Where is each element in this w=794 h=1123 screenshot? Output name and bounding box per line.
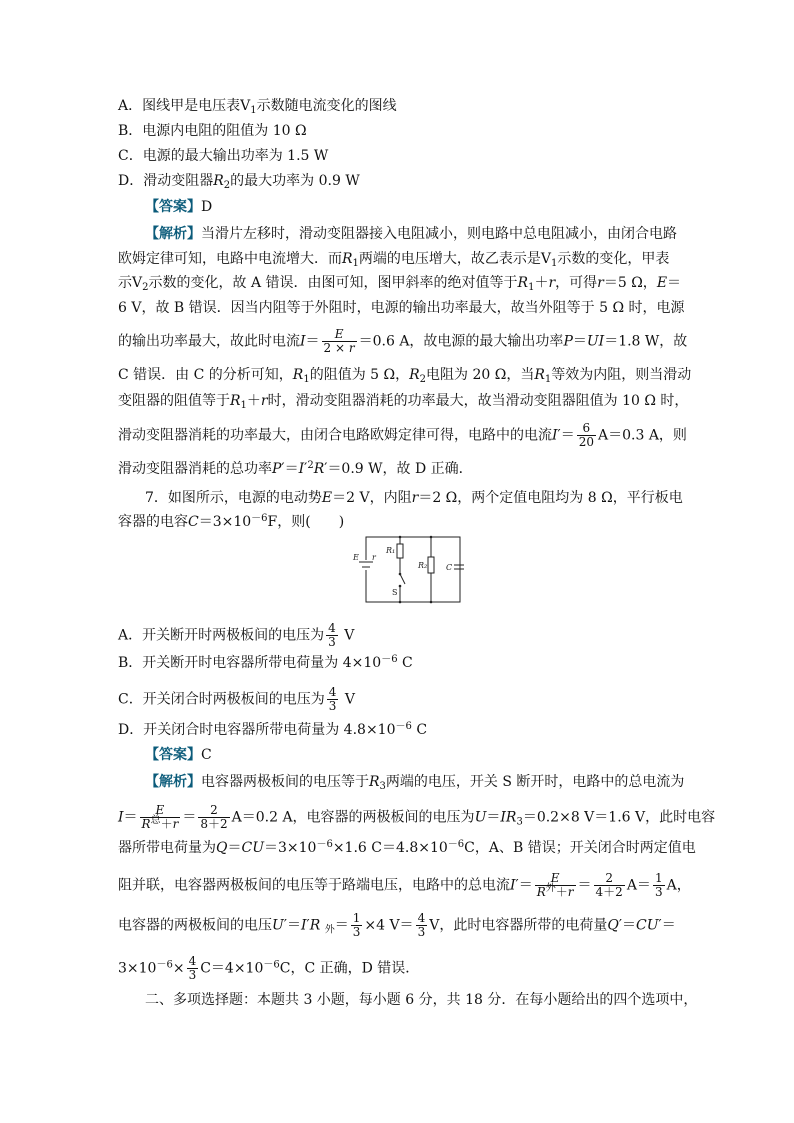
q6-option-a: A．图线甲是电压表$V_1$示数随电流变化的图线 <box>118 98 397 116</box>
circuit-label-r: r <box>372 553 376 562</box>
q6-option-c: C．电源的最大输出功率为 1.5 W <box>118 148 329 164</box>
circuit-label-r2: R₂ <box>418 561 428 570</box>
q6-analysis-line-6: C 错误．由 C 的分析可知，$R_1$的阻值为 5 Ω，$R_2$电阻为 20 Ω，当$R_1$等效为内阻，则当滑动 <box>118 367 692 385</box>
q6-analysis-line-2: 欧姆定律可知，电路中电流增大．而$R_1$两端的电压增大，故乙表示是$V_1$示数的变化，甲表 <box>118 251 670 269</box>
q7-analysis-line-2: I＝ $\frac{E}{R^总+r}$ ＝ $\frac{2}{8+2}$ A＝0.2 A，电容器的两极板间的电压为$U=IR_3=0.2\times 8$ V＝1.6 V，此时电容 <box>118 803 716 831</box>
circuit-label-e: E <box>353 553 359 562</box>
q7-answer: 【答案】C <box>145 747 212 763</box>
q7-stem-line-1: 7．如图所示，电源的电动势E＝2 V，内阻r＝2 Ω，两个定值电阻均为 8 Ω，平行板电 <box>145 490 683 506</box>
q7-stem-line-2: 容器的电容$C=3\times 10^{-6}F$，则( ) <box>118 513 345 530</box>
q6-analysis-line-7: 变阻器的阻值等于$R_1+r$时，滑动变阻器消耗的功率最大，故当滑动变阻器阻值为 10 Ω 时， <box>118 393 689 411</box>
circuit-label-r1: R₁ <box>386 546 396 555</box>
circuit-label-s: S <box>392 588 398 597</box>
q7-analysis-line-5: 电容器的两极板间的电压U′＝I′R $_外$＝ $\frac{1}{3}$ ×4 V＝ $\frac{4}{3}$ V，此时电容器所带的电荷量Q′＝CU′＝ <box>118 911 676 939</box>
q6-option-d: D．滑动变阻器$R_2$的最大功率为 0.9 W <box>118 173 360 191</box>
q7-analysis-line-3: 器所带电荷量为$Q=CU=3\times 10^{-6}\times 1.6$ $C=4.8\times 10^{-6}C$，A、B 错误；开关闭合时两定值电 <box>118 839 696 856</box>
q6-analysis-line-9: 滑动变阻器消耗的总功率$P'=I'^2R'=0.9$ W，故 D 正确． <box>118 460 473 477</box>
section-2-heading: 二、多项选择题：本题共 3 小题，每小题 6 分，共 18 分．在每小题给出的四个选项中， <box>145 992 698 1008</box>
switch-contact-icon <box>399 573 402 576</box>
q6-analysis-line-8: 滑动变阻器消耗的功率最大，由闭合电路欧姆定律可得，电路中的电流I′＝ $\frac{6}{20}$ A＝0.3 A，则 <box>118 421 687 449</box>
q7-option-a: A．开关断开时两极板间的电压为 $\frac{4}{3}$ V <box>118 621 355 649</box>
q7-option-b: B．开关断开时电容器所带电荷量为 $4\times 10^{-6}$ C <box>118 654 413 671</box>
q7-analysis-line-1: 【解析】电容器两极板间的电压等于$R_3$两端的电压，开关 S 断开时，电路中的总电流为 <box>145 774 685 792</box>
q7-analysis-line-4: 阻并联，电容器两极板间的电压等于路端电压，电路中的总电流I′＝ $\frac{E}{R^外+r}$ ＝ $\frac{2}{4+2}$ A＝ $\frac{1}{3}$ A， <box>118 871 691 899</box>
circuit-label-c: C <box>446 563 453 572</box>
q6-analysis-line-1: 【解析】当滑片左移时，滑动变阻器接入电阻减小，则电路中总电阻减小，由闭合电路 <box>145 226 677 242</box>
q6-option-b: B．电源内电阻的阻值为 10 Ω <box>118 123 307 139</box>
circuit-diagram <box>352 532 464 604</box>
q6-answer: 【答案】D <box>145 199 213 215</box>
q7-analysis-line-6: $3\times 10^{-6}\times$ $\frac{4}{3}$ $C=4\times 10^{-6}C$，C 正确，D 错误． <box>118 954 420 982</box>
q6-analysis-line-4: 6 V，故 B 错误．因当内阻等于外阻时，电源的输出功率最大，故当外阻等于 5 Ω 时，电源 <box>118 300 685 316</box>
q7-option-d: D．开关闭合时电容器所带电荷量为 $4.8\times 10^{-6}$ C <box>118 721 428 738</box>
q7-option-c: C．开关闭合时两极板间的电压为 $\frac{4}{3}$ V <box>118 685 355 713</box>
q6-analysis-line-3: 示$V_2$示数的变化，故 A 错误．由图可知，图甲斜率的绝对值等于$R_1+r$，可得r＝5 Ω，E＝ <box>118 275 682 293</box>
q6-analysis-line-5: 的输出功率最大，故此时电流I＝ $\frac{E}{2 \times r}$ ＝0.6 A，故电源的最大输出功率P＝UI＝1.8 W，故 <box>118 327 688 355</box>
